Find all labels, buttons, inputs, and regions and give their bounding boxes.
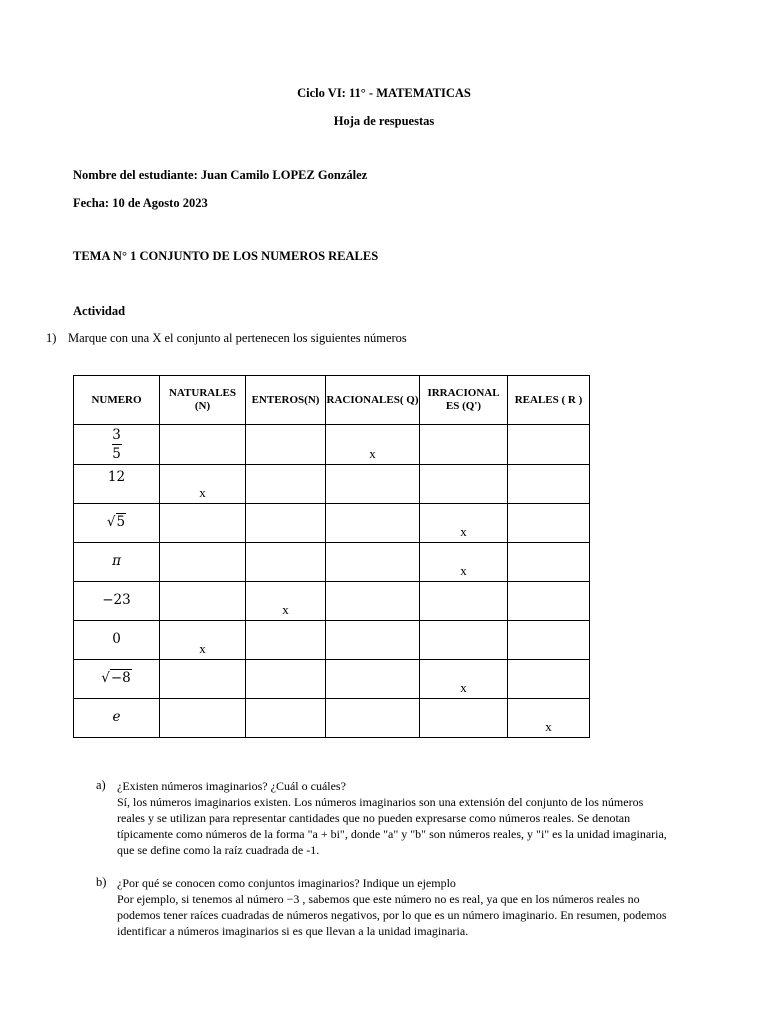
sqrt-symbol: √ xyxy=(106,514,116,530)
cell-enteros xyxy=(246,543,326,582)
question-1-number: 1) xyxy=(46,331,57,345)
cell-irracionales xyxy=(420,504,508,543)
table-row xyxy=(74,621,590,660)
cell-reales xyxy=(508,582,590,621)
table-row xyxy=(74,660,590,699)
cell-irracionales xyxy=(420,660,508,699)
mark-x: x xyxy=(282,602,289,617)
cell-irracionales xyxy=(420,543,508,582)
number-zero: 0 xyxy=(112,631,121,647)
cell-number xyxy=(74,504,160,543)
fraction-numerator: 3 xyxy=(112,427,121,443)
cell-enteros xyxy=(246,582,326,621)
sqrt-symbol: √ xyxy=(101,670,110,686)
cell-number xyxy=(74,465,160,504)
cell-reales xyxy=(508,543,590,582)
cell-racionales xyxy=(326,660,420,699)
answer-line: que se define como la raíz cuadrada de -1. xyxy=(117,843,320,857)
header-enteros: ENTEROS(N) xyxy=(246,376,326,425)
table-row xyxy=(74,699,590,738)
cell-naturales xyxy=(160,660,246,699)
activity-heading: Actividad xyxy=(73,304,126,318)
answer-line: Sí, los números imaginarios existen. Los números imaginarios son una extensión del conjunto de los números xyxy=(117,795,644,809)
cell-number xyxy=(74,425,160,465)
radicand: −8 xyxy=(110,670,131,686)
date: Fecha: 10 de Agosto 2023 xyxy=(73,196,208,210)
answer-line: identificar a números imaginarios si es que llevan a la unidad imaginaria. xyxy=(117,924,469,938)
number-neg-23: −23 xyxy=(102,592,131,608)
question-a-text: ¿Existen números imaginarios? ¿Cuál o cuáles? xyxy=(117,779,346,793)
question-b-block xyxy=(117,875,707,939)
cell-irracionales xyxy=(420,699,508,738)
sqrt-5 xyxy=(74,514,159,530)
table-row xyxy=(74,504,590,543)
mark-x: x xyxy=(460,680,467,695)
cell-naturales xyxy=(160,543,246,582)
cell-racionales xyxy=(326,543,420,582)
answer-line: típicamente como números de la forma "a + bi", donde "a" y "b" son números reales, y "i" es la unidad imaginaria, xyxy=(117,827,667,841)
fraction-denominator: 5 xyxy=(112,446,121,462)
cell-racionales xyxy=(326,504,420,543)
cell-enteros xyxy=(246,465,326,504)
table-row xyxy=(74,543,590,582)
cell-enteros xyxy=(246,699,326,738)
answer-line: reales y se utilizan para representar cantidades que no pueden expresarse como números reales. Se denotan xyxy=(117,811,631,825)
fraction-three-fifths xyxy=(112,427,122,462)
question-a-block xyxy=(117,778,707,858)
answer-line: podemos tener raíces cuadradas de números negativos, por lo que es un número imaginario. En resumen, podemos xyxy=(117,908,667,922)
cell-enteros xyxy=(246,504,326,543)
mark-x: x xyxy=(460,524,467,539)
cell-number xyxy=(74,582,160,621)
document-subtitle: Hoja de respuestas xyxy=(333,114,435,128)
cell-naturales xyxy=(160,621,246,660)
cell-enteros xyxy=(246,660,326,699)
cell-number xyxy=(74,543,160,582)
question-a-label: a) xyxy=(96,778,106,792)
header-naturales: NATURALES (N) xyxy=(160,376,246,425)
answer-line: Por ejemplo, si tenemos al número −3 , sabemos que este número no es real, ya que en los números reales no xyxy=(117,892,640,906)
cell-irracionales xyxy=(420,425,508,465)
question-b-label: b) xyxy=(96,875,107,889)
cell-racionales xyxy=(326,425,420,465)
question-1-text: Marque con una X el conjunto al pertenecen los siguientes números xyxy=(68,331,407,345)
question-b-text: ¿Por qué se conocen como conjuntos imaginarios? Indique un ejemplo xyxy=(117,876,456,890)
number-12: 12 xyxy=(107,469,126,485)
cell-naturales xyxy=(160,465,246,504)
cell-reales xyxy=(508,621,590,660)
number-pi: π xyxy=(112,553,121,569)
table-row xyxy=(74,582,590,621)
cell-number xyxy=(74,699,160,738)
cell-racionales xyxy=(326,582,420,621)
cell-reales xyxy=(508,504,590,543)
mark-x: x xyxy=(369,446,376,461)
cell-naturales xyxy=(160,425,246,465)
cell-racionales xyxy=(326,699,420,738)
mark-x: x xyxy=(460,563,467,578)
cell-irracionales xyxy=(420,582,508,621)
mark-x: x xyxy=(199,485,206,500)
mark-x: x xyxy=(545,719,552,734)
cell-reales xyxy=(508,465,590,504)
classification-table xyxy=(73,375,590,738)
number-e: e xyxy=(112,709,121,725)
header-numero: NUMERO xyxy=(74,376,160,425)
student-name: Nombre del estudiante: Juan Camilo LOPEZ González xyxy=(73,168,368,182)
cell-number xyxy=(74,660,160,699)
mark-x: x xyxy=(199,641,206,656)
header-irracionales: IRRACIONAL ES (Q') xyxy=(420,376,508,425)
course-title: Ciclo VI: 11° - MATEMATICAS xyxy=(297,86,471,100)
cell-irracionales xyxy=(420,465,508,504)
cell-number xyxy=(74,621,160,660)
cell-enteros xyxy=(246,621,326,660)
table-header-row xyxy=(74,376,590,425)
cell-reales xyxy=(508,699,590,738)
cell-racionales xyxy=(326,465,420,504)
cell-reales xyxy=(508,425,590,465)
topic-title: TEMA N° 1 CONJUNTO DE LOS NUMEROS REALES xyxy=(73,249,379,263)
table-row xyxy=(74,465,590,504)
cell-naturales xyxy=(160,504,246,543)
cell-enteros xyxy=(246,425,326,465)
cell-naturales xyxy=(160,582,246,621)
sqrt-neg-8 xyxy=(74,670,159,686)
header-reales: REALES ( R ) xyxy=(508,376,590,425)
radicand: 5 xyxy=(116,514,126,530)
cell-irracionales xyxy=(420,621,508,660)
header-racionales: RACIONALES( Q) xyxy=(326,376,420,425)
cell-reales xyxy=(508,660,590,699)
cell-naturales xyxy=(160,699,246,738)
table-row xyxy=(74,425,590,465)
cell-racionales xyxy=(326,621,420,660)
